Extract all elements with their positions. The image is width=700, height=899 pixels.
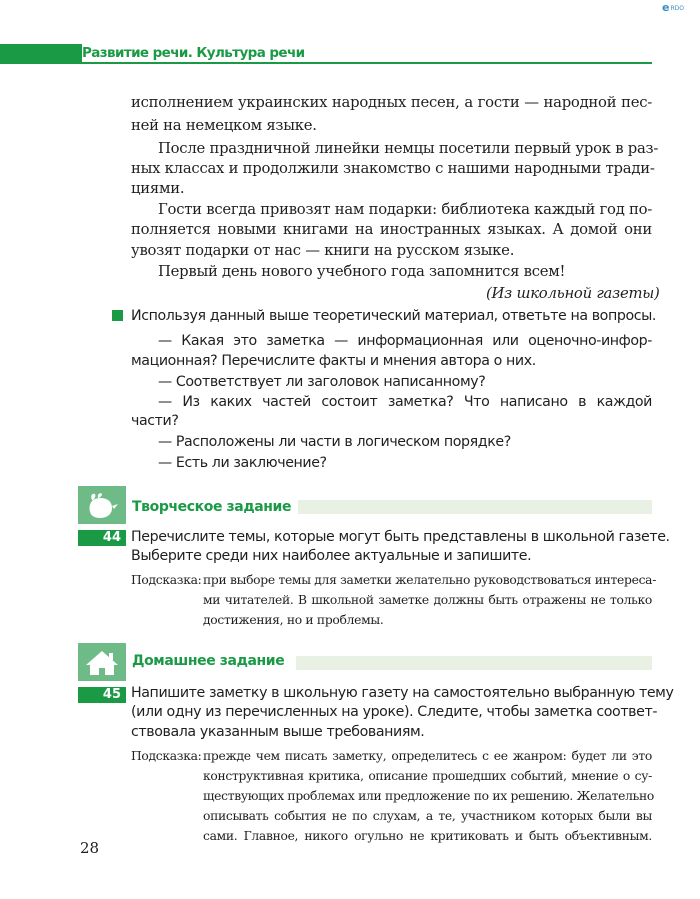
- article-line: увозят подарки от нас — книги на русском языке.: [131, 242, 515, 259]
- article-line: циями.: [131, 180, 185, 197]
- hint-line: ществующих проблемах или предложение по их решению. Желательно: [203, 789, 654, 803]
- article-line: После праздничной линейки немцы посетили первый урок в раз-: [158, 140, 659, 157]
- hint-line: сами. Главное, никого огульно не критиковать и быть объективным.: [203, 829, 652, 843]
- hint-line: прежде чем писать заметку, определитесь с ее жанром: будет ли это: [203, 749, 652, 763]
- bullet-square-icon: [112, 310, 123, 321]
- section-title: Развитие речи. Культура речи: [82, 45, 305, 61]
- question-line: — Какая это заметка — информационная или оценочно-инфор-: [158, 333, 652, 349]
- task-number-badge: 45: [78, 687, 126, 703]
- article-line: исполнением украинских народных песен, а гости — народной пес-: [131, 94, 652, 111]
- question-line: — Расположены ли части в логическом порядке?: [158, 434, 511, 450]
- instruction-text: Используя данный выше теоретический материал, ответьте на вопросы.: [131, 308, 657, 324]
- hint-line: конструктивная критика, описание прошедших событий, мнение о су-: [203, 769, 652, 783]
- creative-task-icon-box: [78, 486, 126, 524]
- hint-label: Подсказка:: [131, 749, 202, 763]
- home-task-icon-box: [78, 643, 126, 681]
- hint-line: ми читателей. В школьной заметке должны быть отражены не только: [203, 593, 652, 607]
- creative-task-line: Выберите среди них наиболее актуальные и запишите.: [131, 548, 532, 564]
- task-number-badge: 44: [78, 530, 126, 546]
- question-line: — Есть ли заключение?: [158, 455, 327, 471]
- question-line: мационная? Перечислите факты и мнения автора о них.: [131, 353, 536, 369]
- hint-line: описывать события не по слухам, а те, участником которых были вы: [203, 809, 652, 823]
- logo-text: RDO: [670, 4, 684, 12]
- creative-task-title: Творческое задание: [132, 499, 292, 515]
- article-line: полняется новыми книгами на иностранных языках. А домой они: [131, 221, 652, 238]
- article-line: ных классах и продолжили знакомство с нашими народными тради-: [131, 160, 655, 177]
- home-task-strip: [296, 656, 652, 670]
- bird-icon: [78, 486, 126, 524]
- home-task-line: ствовала указанным выше требованиям.: [131, 724, 425, 740]
- question-line: — Из каких частей состоит заметка? Что написано в каждой: [158, 394, 652, 410]
- home-task-line: Напишите заметку в школьную газету на самостоятельно выбранную тему: [131, 685, 674, 701]
- article-line: Первый день нового учебного года запомнится всем!: [158, 263, 566, 280]
- hint-label: Подсказка:: [131, 573, 202, 587]
- article-line: Гости всегда привозят нам подарки: библиотека каждый год по-: [158, 201, 653, 218]
- creative-task-line: Перечислите темы, которые могут быть представлены в школьной газете.: [131, 529, 670, 545]
- home-task-title: Домашнее задание: [132, 653, 285, 669]
- home-task-line: (или одну из перечисленных на уроке). Следите, чтобы заметка соответ-: [131, 704, 658, 720]
- question-line: части?: [131, 413, 179, 429]
- hint-line: достижения, но и проблемы.: [203, 613, 384, 627]
- house-icon: [78, 643, 126, 681]
- page-number: 28: [80, 839, 100, 857]
- article-source: (Из школьной газеты): [486, 285, 660, 302]
- logo-letter: e: [662, 1, 670, 14]
- hint-line: при выборе темы для заметки желательно руководствоваться интереса-: [203, 573, 657, 587]
- question-line: — Соответствует ли заголовок написанному?: [158, 374, 486, 390]
- creative-task-strip: [298, 500, 652, 514]
- article-line: ней на немецком языке.: [131, 117, 317, 134]
